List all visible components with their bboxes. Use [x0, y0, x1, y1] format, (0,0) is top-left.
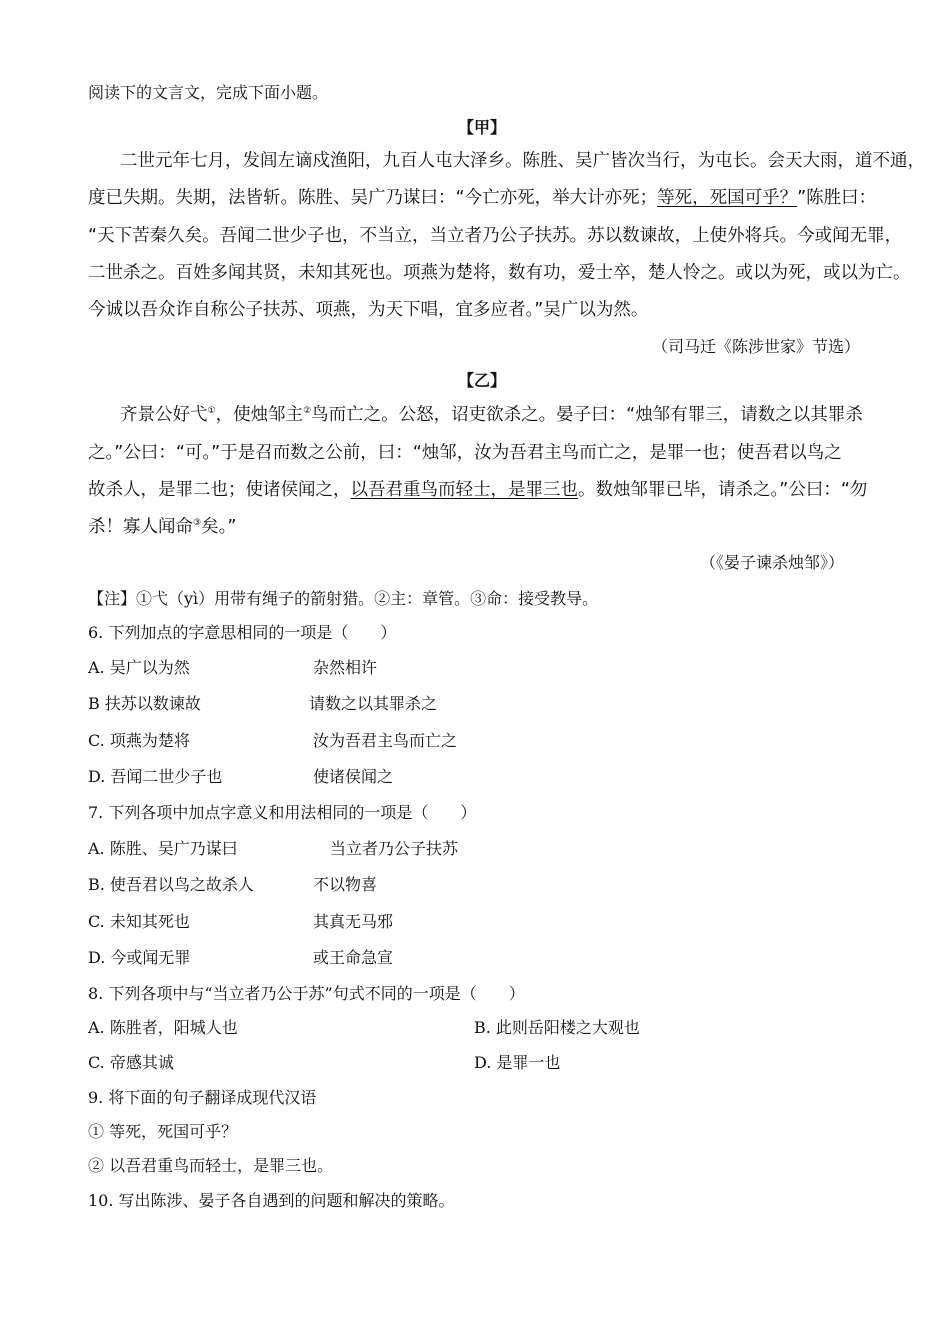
question-10-stem: 10. 写出陈涉、晏子各自遇到的问题和解决的策略。 — [88, 1191, 455, 1210]
q7-option-c: C. 未知其死也 — [88, 912, 190, 931]
q6-option-c-pair: 汝为吾君主鸟而亡之 — [313, 731, 458, 750]
footnote-marker-2: ② — [303, 406, 312, 416]
passage-a-title: 【甲】 — [458, 118, 507, 137]
q7-option-b: B. 使吾君以鸟之故杀人 — [88, 875, 254, 894]
footnote-marker-1: ① — [207, 406, 216, 416]
q7-option-d-pair: 或王命急宣 — [313, 948, 394, 967]
question-6-stem: 6. 下列加点的字意思相同的一项是（ ） — [88, 623, 397, 642]
q8-option-a: A. 陈胜者，阳城人也 — [88, 1018, 238, 1037]
passage-b-line-1-part3: 鸟而亡之。公怒，诏吏欲杀之。晏子曰：“烛邹有罪三，请数之以其罪杀 — [311, 405, 863, 425]
footnote-text: 【注】①弋（yì）用带有绳子的箭射猎。②主：章管。③命：接受教导。 — [88, 589, 599, 608]
passage-a-line-2-part2: ”陈胜曰： — [797, 188, 877, 208]
passage-a-line-1: 二世元年七月，发闾左谪戍渔阳，九百人屯大泽乡。陈胜、吴广皆次当行，为屯长。会天大雨，道不通， — [120, 151, 925, 171]
q8-option-b: B. 此则岳阳楼之大观也 — [474, 1018, 640, 1037]
passage-a-line-5: 今诚以吾众诈自称公子扶苏、项燕，为天下唱，宜多应者。”吴广以为然。 — [88, 300, 649, 320]
intro-instruction: 阅读下的文言文，完成下面小题。 — [88, 83, 329, 102]
q7-option-a-pair: 当立者乃公子扶苏 — [330, 839, 459, 858]
passage-a-line-2-part1: 度已失期。失期，法皆斩。陈胜、吴广乃谋曰：“今亡亦死，举大计亦死； — [88, 188, 658, 208]
q8-option-c: C. 帝感其诚 — [88, 1053, 174, 1072]
passage-b-line-3-part1: 故杀人，是罪二也；使诸侯闻之， — [88, 480, 351, 500]
q7-option-c-pair: 其真无马邪 — [313, 912, 394, 931]
q7-option-d: D. 今或闻无罪 — [88, 948, 191, 967]
passage-b-line-4-part1: 杀！寡人闻命 — [88, 517, 193, 537]
q6-option-c: C. 项燕为楚将 — [88, 731, 190, 750]
q6-option-b-pair: 请数之以其罪杀之 — [309, 694, 438, 713]
q7-option-a: A. 陈胜、吴广乃谋曰 — [88, 839, 238, 858]
passage-b-line-3-part2: 。数烛邹罪已毕，请杀之。”公曰：“勿 — [578, 480, 868, 500]
q9-item-2: ② 以吾君重鸟而轻士，是罪三也。 — [88, 1156, 334, 1175]
passage-b-line-4 — [88, 516, 236, 538]
footnote-marker-3: ③ — [193, 518, 202, 528]
q6-option-b: B 扶苏以数谏故 — [88, 694, 201, 713]
q9-item-1: ① 等死，死国可乎？ — [88, 1122, 238, 1141]
question-8-stem: 8. 下列各项中与“当立者乃公于苏”句式不同的一项是（ ） — [88, 984, 525, 1003]
q7-option-b-pair: 不以物喜 — [313, 875, 378, 894]
passage-b-title: 【乙】 — [458, 371, 507, 390]
underlined-sentence-b: 以吾君重鸟而轻士，是罪三也 — [350, 480, 578, 500]
passage-b-line-1 — [120, 404, 863, 426]
q6-option-a: A. 吴广以为然 — [88, 658, 190, 677]
q8-option-d: D. 是罪一也 — [474, 1053, 561, 1072]
passage-b-line-3 — [88, 479, 867, 501]
underlined-sentence-a: 等死，死国可乎？ — [657, 188, 798, 208]
question-7-stem: 7. 下列各项中加点字意义和用法相同的一项是（ ） — [88, 803, 477, 822]
passage-b-source: （《晏子谏杀烛邹》） — [700, 553, 845, 572]
passage-b-line-2: 之。”公曰：“可。”于是召而数之公前，曰：“烛邹，汝为吾君主鸟而亡之，是罪一也；使吾君以鸟之 — [88, 443, 842, 463]
passage-a-line-2 — [88, 187, 876, 209]
q6-option-a-pair: 杂然相许 — [313, 658, 378, 677]
passage-b-line-4-part2: 矣。” — [201, 517, 237, 537]
passage-a-line-3: “天下苦秦久矣。吾闻二世少子也，不当立，当立者乃公子扶苏。苏以数谏故，上使外将兵。今或闻无罪， — [88, 226, 903, 246]
question-9-stem: 9. 将下面的句子翻译成现代汉语 — [88, 1088, 317, 1107]
q6-option-d: D. 吾闻二世少子也 — [88, 767, 223, 786]
q6-option-d-pair: 使诸侯闻之 — [313, 767, 394, 786]
passage-b-line-1-part2: ，使烛邹主 — [215, 405, 304, 425]
passage-a-source: （司马迁《陈涉世家》节选） — [652, 337, 861, 356]
passage-b-line-1-part1: 齐景公好弋 — [120, 405, 208, 425]
passage-a-line-4: 二世杀之。百姓多闻其贤，未知其死也。项燕为楚将，数有功，爱士卒，楚人怜之。或以为死，或以为亡。 — [88, 263, 911, 283]
